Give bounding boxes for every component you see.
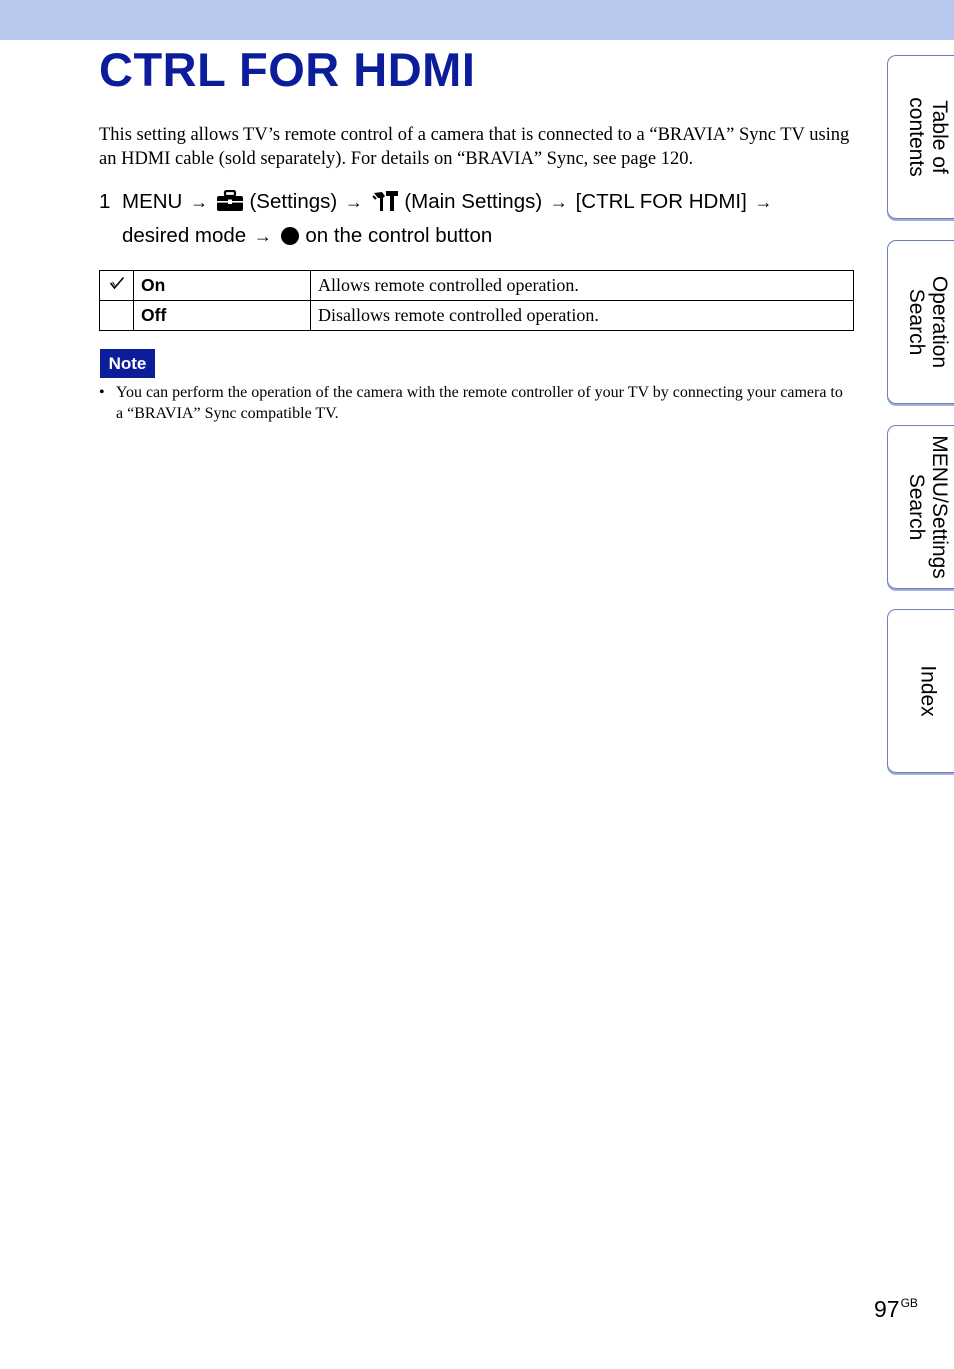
tab-label: Operation Search — [904, 275, 951, 369]
table-row — [100, 301, 854, 331]
page-title: CTRL FOR HDMI — [99, 43, 476, 96]
step-body — [122, 187, 859, 255]
option-name: On — [134, 271, 311, 301]
arrow-icon: → — [549, 192, 568, 212]
option-name: Off — [134, 301, 311, 331]
arrow-icon: → — [344, 192, 363, 212]
tab-menu-settings-search[interactable] — [887, 425, 954, 589]
table-row — [100, 271, 854, 301]
page-number — [874, 1289, 918, 1323]
intro-paragraph: This setting allows TV’s remote control of a camera that is connected to a “BRAVIA” Sync TV using an HDMI cable (sold separately). For details on “BRAVIA” Sync, see page 120. — [99, 125, 850, 169]
default-mark-cell — [100, 271, 134, 301]
main-settings-label: (Main Settings) — [404, 190, 543, 213]
option-description: Disallows remote controlled operation. — [311, 301, 854, 331]
note-item — [99, 382, 851, 424]
arrow-icon: → — [754, 192, 773, 212]
note-text: You can perform the operation of the camera with the remote controller of your TV by connecting your camera to a “BRAVIA” Sync compatible TV. — [116, 384, 843, 422]
arrow-icon: → — [253, 226, 272, 246]
tab-index[interactable] — [887, 609, 954, 773]
option-description: Allows remote controlled operation. — [311, 271, 854, 301]
note-badge: Note — [100, 349, 155, 378]
page-number-suffix: GB — [900, 1296, 918, 1310]
menu-label: MENU — [122, 190, 183, 213]
toolbox-icon — [216, 190, 244, 221]
step-1 — [99, 187, 859, 255]
tab-operation-search[interactable] — [887, 240, 954, 404]
settings-label: (Settings) — [249, 190, 338, 213]
checkmark-icon — [109, 277, 125, 294]
tab-table-of-contents[interactable] — [887, 55, 954, 219]
tab-label: MENU/Settings Search — [904, 435, 951, 579]
filled-circle-icon — [280, 225, 300, 255]
header-band — [0, 0, 954, 40]
settings-table — [99, 270, 854, 331]
default-mark-cell — [100, 301, 134, 331]
tab-label: Table of contents — [904, 97, 951, 177]
tab-label: Index — [916, 665, 939, 717]
desired-mode-label: desired mode — [122, 224, 247, 247]
arrow-icon: → — [190, 192, 209, 212]
bullet-icon: • — [99, 384, 105, 401]
tools-icon — [371, 190, 399, 221]
step-number: 1 — [99, 190, 111, 213]
page-number-value: 97 — [874, 1296, 900, 1322]
ctrl-label: [CTRL FOR HDMI] — [575, 190, 747, 213]
control-button-text: on the control button — [305, 224, 493, 247]
